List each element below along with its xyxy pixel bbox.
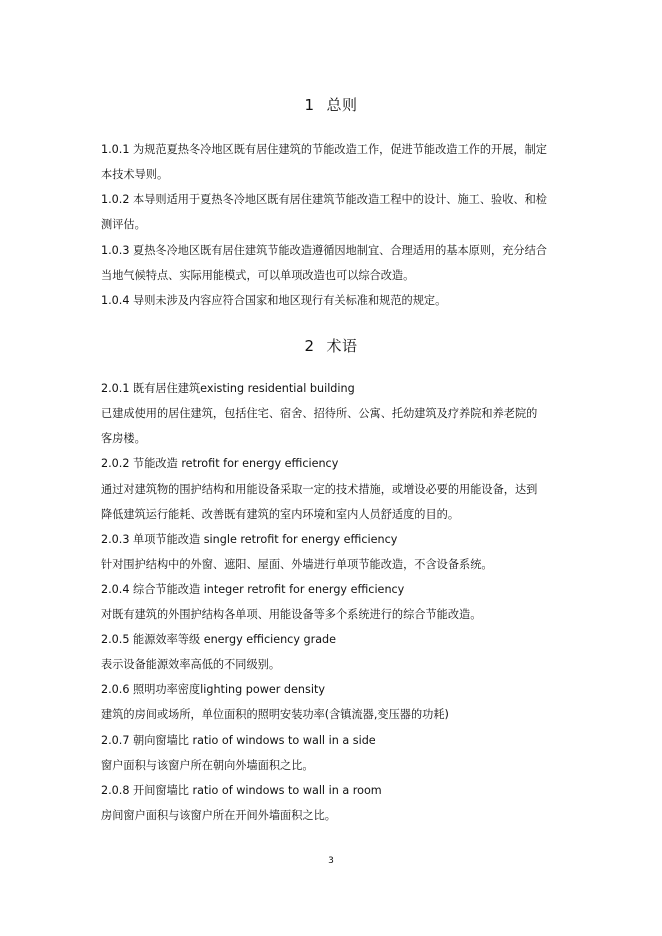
- definition-line: 表示设备能源效率高低的不同级别。: [101, 658, 281, 671]
- term-line: 2.0.5 能源效率等级 energy efficiency grade: [101, 633, 337, 646]
- section-1-heading: [0, 94, 662, 115]
- definition-line: 通过对建筑物的围护结构和用能设备采取一定的技术措施，或增设必要的用能设备，达到: [101, 483, 538, 496]
- section-1-title: 总则: [326, 96, 358, 114]
- definition-line: 建筑的房间或场所，单位面积的照明安装功率(含镇流器,变压器的功耗): [101, 708, 449, 721]
- paragraph-line: 当地气候特点、实际用能模式，可以单项改造也可以综合改造。: [101, 269, 415, 282]
- section-2-heading: [0, 335, 662, 356]
- definition-line: 窗户面积与该窗户所在朝向外墙面积之比。: [101, 759, 314, 772]
- section-1-number: 1: [304, 96, 315, 114]
- definition-line: 对既有建筑的外围护结构各单项、用能设备等多个系统进行的综合节能改造。: [101, 608, 482, 621]
- paragraph-line: 测评估。: [101, 218, 146, 231]
- paragraph-line: 1.0.1 为规范夏热冬冷地区既有居住建筑的节能改造工作，促进节能改造工作的开展，制定: [101, 143, 547, 156]
- section-2-number: 2: [304, 337, 315, 355]
- definition-line: 降低建筑运行能耗、改善既有建筑的室内环境和室内人员舒适度的目的。: [101, 508, 460, 521]
- term-line: 2.0.2 节能改造 retrofit for energy efficiency: [101, 457, 339, 470]
- definition-line: 房间窗户面积与该窗户所在开间外墙面积之比。: [101, 809, 336, 822]
- term-line: 2.0.4 综合节能改造 integer retrofit for energy efficiency: [101, 583, 405, 596]
- definition-line: 针对围护结构中的外窗、遮阳、屋面、外墙进行单项节能改造，不含设备系统。: [101, 558, 493, 571]
- paragraph-line: 1.0.3 夏热冬冷地区既有居住建筑节能改造遵循因地制宜、合理适用的基本原则，充分结合: [101, 244, 547, 257]
- term-line: 2.0.8 开间窗墙比 ratio of windows to wall in a room: [101, 784, 382, 797]
- term-line: 2.0.1 既有居住建筑existing residential building: [101, 382, 355, 395]
- section-2-title: 术语: [326, 337, 358, 355]
- definition-line: 客房楼。: [101, 432, 146, 445]
- page-number: 3: [328, 856, 334, 866]
- paragraph-line: 本技术导则。: [101, 168, 169, 181]
- paragraph-line: 1.0.2 本导则适用于夏热冬冷地区既有居住建筑节能改造工程中的设计、施工、验收、和检: [101, 193, 547, 206]
- definition-line: 已建成使用的居住建筑，包括住宅、宿舍、招待所、公寓、托幼建筑及疗养院和养老院的: [101, 407, 538, 420]
- term-line: 2.0.3 单项节能改造 single retrofit for energy efficiency: [101, 533, 398, 546]
- term-line: 2.0.7 朝向窗墙比 ratio of windows to wall in a side: [101, 734, 376, 747]
- paragraph-line: 1.0.4 导则未涉及内容应符合国家和地区现行有关标准和规范的规定。: [101, 294, 447, 307]
- term-line: 2.0.6 照明功率密度lighting power density: [101, 683, 325, 696]
